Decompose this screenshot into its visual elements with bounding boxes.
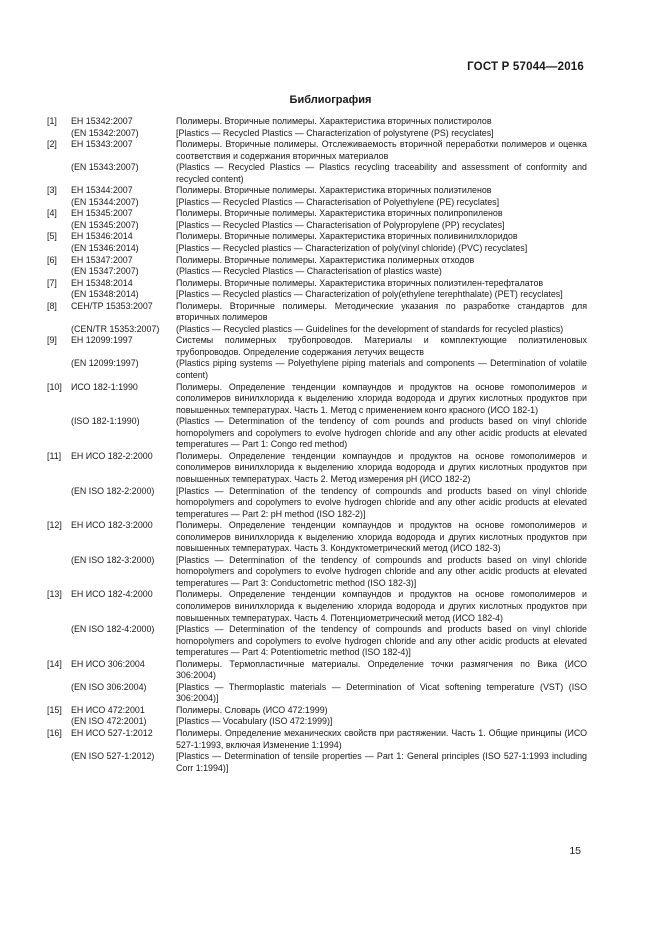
bibliography-entry: [47, 208, 587, 220]
entry-number: [47, 162, 71, 185]
entry-code: ЕН ИСО 306:2004: [71, 658, 145, 669]
entry-number: [47, 220, 71, 232]
bibliography-entry: [47, 278, 587, 290]
entry-text: [Plastics — Determination of the tendency of compounds and products based on vinyl chloride homopolymers and copolymers to evolve hydrogen chloride and any other acidic products at elevated temperatures — Part 3: Conductometric method (ISO 182-3)]: [176, 554, 587, 588]
entry-code: (EN 15344:2007): [71, 196, 139, 207]
entry-number: [47, 324, 71, 336]
entry-text: [Plastics — Recycled plastics — Characterization of poly(ethylene terephthalate) (PET) recyclates]: [176, 289, 563, 300]
entry-number: [4]: [47, 208, 57, 219]
entry-text: (Plastics — Recycled Plastics — Characterisation of plastics waste): [176, 266, 442, 277]
entry-text: (Plastics — Determination of the tendency of com pounds and products based on vinyl chloride homopolymers and copolymers to evolve hydrogen chloride and any other acidic products at elevated temperatures — Part 1: Congo red method): [176, 416, 587, 450]
entry-text: Полимеры. Вторичные полимеры. Характеристика полимерных отходов: [176, 254, 475, 265]
entry-text: (Plastics — Recycled plastics — Guidelines for the development of standards for recycled plastics): [176, 323, 564, 334]
entry-code: (EN 15347:2007): [71, 266, 139, 277]
entry-number: [13]: [47, 589, 62, 600]
entry-code: (EN 15343:2007): [71, 162, 139, 173]
entry-code: ЕН ИСО 527-1:2012: [71, 727, 153, 738]
bibliography-entry: [47, 220, 587, 232]
bibliography-entry: [47, 116, 587, 128]
bibliography-entry: [47, 682, 587, 705]
entry-number: [9]: [47, 335, 57, 346]
entry-text: [Plastics — Recycled Plastics — Characterisation of Polyethylene (PE) recyclates]: [176, 196, 500, 207]
bibliography-entry: [47, 335, 587, 358]
entry-text: Полимеры. Вторичные полимеры. Характеристика вторичных полипропиленов: [176, 208, 503, 219]
entry-number: [1]: [47, 116, 57, 126]
bibliography-entry: [47, 324, 587, 336]
entry-number: [2]: [47, 139, 57, 150]
entry-code: ИСО 182-1:1990: [71, 381, 138, 392]
entry-text: Полимеры. Словарь (ИСО 472:1999): [176, 704, 328, 715]
entry-code: (EN 15345:2007): [71, 219, 139, 230]
page-number: 15: [569, 845, 581, 857]
entry-code: ЕН 15343:2007: [71, 139, 133, 150]
entry-number: [8]: [47, 300, 57, 311]
bibliography-entry: [47, 659, 587, 682]
entry-code: (EN ISO 472:2001): [71, 716, 147, 727]
entry-text: (Plastics piping systems — Polyethylene piping materials and components — Determination of volatile content): [176, 358, 587, 381]
bibliography-entry: [47, 358, 587, 381]
entry-text: Полимеры. Термопластичные материалы. Определение точки размягчения по Вика (ИСО 306:2004): [176, 658, 587, 681]
bibliography-entry: [47, 751, 587, 774]
entry-number: [11]: [47, 450, 62, 461]
bibliography-entry: [47, 624, 587, 659]
entry-code: (EN ISO 527-1:2012): [71, 751, 155, 762]
entry-number: [47, 128, 71, 140]
entry-number: [47, 266, 71, 278]
entry-text: Полимеры. Вторичные полимеры. Характеристика вторичных полиэтилен-терефталатов: [176, 277, 544, 288]
entry-text: Полимеры. Вторичные полимеры. Методические указания по разработке стандартов для вторичных полимеров: [176, 300, 587, 323]
entry-number: [47, 624, 71, 659]
entry-number: [47, 197, 71, 209]
entry-code: (EN 15346:2014): [71, 243, 139, 254]
entry-number: [47, 716, 71, 728]
entry-text: Полимеры. Определение тенденции компаундов и продуктов на основе гомополимеров и сополимеров винилхлорида к выделению хлорида водорода и других кислотных продуктов при повышенных температурах. Часть 1. Метод с применением конго красного (ИСО 182-1): [176, 381, 587, 415]
entry-number: [12]: [47, 520, 62, 531]
entry-code: (EN ISO 182-3:2000): [71, 554, 155, 565]
entry-number: [16]: [47, 727, 62, 738]
entry-code: (EN ISO 182-2:2000): [71, 485, 155, 496]
entry-code: ЕН ИСО 182-2:2000: [71, 450, 153, 461]
entry-text: Полимеры. Вторичные полимеры. Характеристика вторичных поливинилхлоридов: [176, 231, 518, 242]
entry-code: (CEN/TR 15353:2007): [71, 323, 160, 334]
entry-text: [Plastics — Recycled Plastics — Characterization of polystyrene (PS) recyclates]: [176, 127, 494, 138]
entry-number: [47, 243, 71, 255]
entry-text: Полимеры. Вторичные полимеры. Отслеживаемость вторичной переработки полимеров и оценка соответствия и содержания вторичных материалов: [176, 139, 587, 161]
entry-text: [Plastics — Recycled plastics — Characterization of poly(vinyl chloride) (PVC) recyclates]: [176, 243, 528, 254]
bibliography-entry: [47, 289, 587, 301]
bibliography-list: [47, 116, 587, 774]
entry-text: Полимеры. Определение тенденции компаундов и продуктов на основе гомополимеров и сополимеров винилхлорида к выделению хлорида водорода и других кислотных продуктов при повышенных температурах. Часть 4. Потенциометрический метод (ИСО 182-4): [176, 589, 587, 623]
bibliography-entry: [47, 520, 587, 555]
bibliography-entry: [47, 728, 587, 751]
bibliography-entry: [47, 301, 587, 324]
entry-code: ЕН 12099:1997: [71, 335, 133, 346]
entry-number: [15]: [47, 704, 62, 715]
entry-code: (ISO 182-1:1990): [71, 416, 140, 427]
entry-code: (EN 15348:2014): [71, 289, 139, 300]
entry-text: [Plastics — Vocabulary (ISO 472:1999)]: [176, 716, 333, 727]
bibliography-entry: [47, 555, 587, 590]
entry-code: ЕН 15346:2014: [71, 231, 133, 242]
entry-number: [7]: [47, 277, 57, 288]
bibliography-entry: [47, 162, 587, 185]
entry-text: Полимеры. Вторичные полимеры. Характеристика вторичных полиэтиленов: [176, 185, 492, 196]
entry-number: [47, 751, 71, 774]
entry-number: [6]: [47, 254, 57, 265]
bibliography-entry: [47, 416, 587, 451]
bibliography-entry: [47, 486, 587, 521]
bibliography-entry: [47, 266, 587, 278]
bibliography-entry: [47, 128, 587, 140]
entry-text: Полимеры. Определение механических свойств при растяжении. Часть 1. Общие принципы (ИСО 527-1:1993, включая Изменение 1:1994): [176, 727, 587, 750]
entry-number: [47, 416, 71, 451]
entry-text: [Plastics — Determination of the tendency of compounds and products based on vinyl chloride homopolymers and copolymers to evolve hydrogen chloride and any other acidic products at elevated temperatures — Part 4: Potentiometric method (ISO 182-4)]: [176, 624, 587, 658]
section-title: Библиография: [289, 94, 372, 106]
entry-number: [47, 486, 71, 521]
entry-number: [3]: [47, 185, 57, 196]
entry-text: Полимеры. Вторичные полимеры. Характеристика вторичных полистиролов: [176, 116, 492, 126]
entry-code: (EN 12099:1997): [71, 358, 139, 369]
entry-code: (EN ISO 182-4:2000): [71, 624, 155, 635]
entry-text: Системы полимерных трубопроводов. Материалы и комплектующие полиэтиленовых трубопроводов. Определение содержания летучих веществ: [176, 335, 587, 357]
entry-code: ЕН ИСО 182-4:2000: [71, 589, 153, 600]
bibliography-entry: [47, 243, 587, 255]
bibliography-entry: [47, 705, 587, 717]
entry-code: ЕН 15344:2007: [71, 185, 133, 196]
entry-number: [5]: [47, 231, 57, 242]
bibliography-entry: [47, 231, 587, 243]
entry-number: [47, 555, 71, 590]
entry-number: [10]: [47, 381, 62, 392]
entry-text: [Plastics — Recycled Plastics — Characterisation of Polypropylene (PP) recyclates]: [176, 219, 505, 230]
entry-text: [Plastics — Determination of tensile properties — Part 1: General principles (ISO 527-1:1993 including Corr 1:1994)]: [176, 751, 587, 773]
bibliography-entry: [47, 255, 587, 267]
entry-number: [47, 358, 71, 381]
entry-text: [Plastics — Thermoplastic materials — Determination of Vicat softening temperature (VST) (ISO 306:2004)]: [176, 681, 587, 704]
entry-number: [47, 289, 71, 301]
entry-code: ЕН 15342:2007: [71, 116, 133, 126]
bibliography-entry: [47, 589, 587, 624]
entry-number: [47, 682, 71, 705]
bibliography-entry: [47, 451, 587, 486]
entry-code: ЕН 15348:2014: [71, 277, 133, 288]
standard-designation: ГОСТ Р 57044—2016: [467, 61, 584, 73]
entry-text: Полимеры. Определение тенденции компаундов и продуктов на основе гомополимеров и сополимеров винилхлорида к выделению хлорида водорода и других кислотных продуктов при повышенных температурах. Часть 3. Кондуктометрический метод (ИСО 182-3): [176, 520, 587, 554]
bibliography-entry: [47, 139, 587, 162]
entry-code: (EN ISO 306:2004): [71, 681, 147, 692]
entry-code: ЕН ИСО 472:2001: [71, 704, 145, 715]
bibliography-entry: [47, 716, 587, 728]
entry-code: ЕН 15345:2007: [71, 208, 133, 219]
entry-code: CEH/TP 15353:2007: [71, 300, 153, 311]
entry-code: ЕН 15347:2007: [71, 254, 133, 265]
bibliography-entry: [47, 185, 587, 197]
entry-text: (Plastics — Recycled Plastics — Plastics recycling traceability and assessment of conformity and recycled content): [176, 162, 587, 184]
entry-text: Полимеры. Определение тенденции компаундов и продуктов на основе гомополимеров и сополимеров винилхлорида к выделению хлорида водорода и других кислотных продуктов при повышенных температурах. Часть 2. Метод измерения pH (ИСО 182-2): [176, 450, 587, 484]
entry-number: [14]: [47, 658, 62, 669]
entry-text: [Plastics — Determination of the tendency of compounds and products based on vinyl chloride homopolymers and copolymers to evolve hydrogen chloride and any other acidic products at elevated temperatures — Part 2: pH method (ISO 182-2)]: [176, 485, 587, 519]
entry-code: (EN 15342:2007): [71, 127, 139, 138]
bibliography-entry: [47, 382, 587, 417]
bibliography-entry: [47, 197, 587, 209]
entry-code: ЕН ИСО 182-3:2000: [71, 520, 153, 531]
